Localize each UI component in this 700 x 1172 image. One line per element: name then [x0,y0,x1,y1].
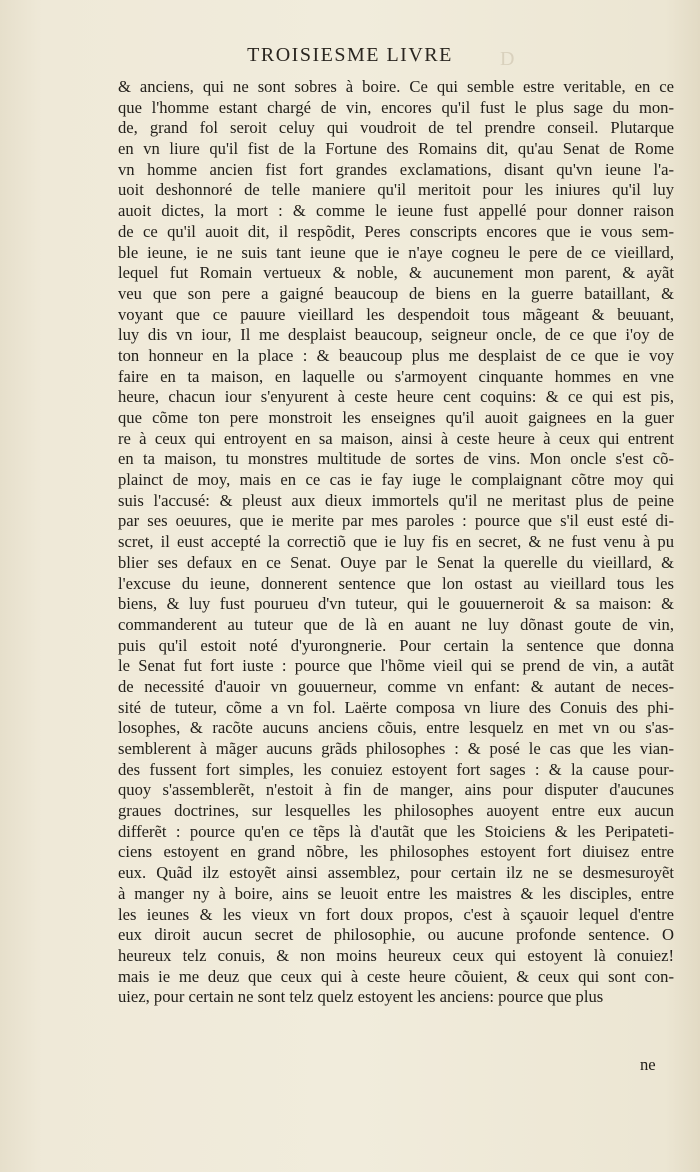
text-line: differẽt : pource qu'en ce tẽps là d'autãt que les Stoiciens & les Peripateti- [118,821,674,841]
text-line: eux diroit aucun secret de philosophie, ou aucune profonde sentence. O [118,925,674,945]
text-line: le Senat fut fort iuste : pource que l'hõme vieil qui se prend de vin, a autãt [118,656,674,676]
text-line: suis l'accusé: & pleust aux dieux immortels qu'il ne meritast plus de peine [118,490,674,510]
text-line: à manger ny à boire, ains se leuoit entre les maistres & les disciples, entre [118,883,674,903]
text-line: ton honneur en la place : & beaucoup plus me desplaist de ce que ie voy [118,345,674,365]
text-line: heureux telz conuis, & non moins heureux ceux qui estoyent là conuiez! [118,945,674,965]
running-head: TROISIESME LIVRE [247,44,453,66]
text-line: voyant que ce pauure vieillard les despendoit tous mãgeant & beuuant, [118,304,674,324]
text-line: par ses oeuures, que ie merite par mes paroles : pource que s'il eust esté di- [118,511,674,531]
text-line: uiez, pour certain ne sont telz quelz estoyent les anciens: pource que plus [118,987,604,1007]
text-line: re à ceux qui entroyent en sa maison, ainsi à ceste heure à ceux qui entrent [118,428,674,448]
text-line: blier ses defaux en ce Senat. Ouye par le Senat la querelle du vieillard, & [118,552,674,572]
text-line: de necessité d'auoir vn gouuerneur, comme vn enfant: & autant de neces- [118,676,674,696]
text-line: graues doctrines, sur lesquelles les philosophes auoyent entre eux aucun [118,801,674,821]
catchword: ne [640,1055,656,1074]
text-line: mais ie me deuz que ceux qui à ceste heure cõuient, & ceux qui sont con- [118,966,674,986]
text-line: & anciens, qui ne sont sobres à boire. Ce qui semble estre veritable, en ce [118,77,674,96]
text-line: ciens estoyent en grand nõbre, les philosophes estoyent fort diuisez entre [118,842,674,862]
text-line: quoy s'assemblerẽt, n'estoit à fin de manger, ains pour disputer d'aucunes [118,780,674,800]
text-line: lequel fut Romain vertueux & noble, & aucunement mon parent, & ayãt [118,263,674,283]
text-line: l'excuse du ieune, donnerent sentence que lon ostast au vieillard tous les [118,573,674,593]
text-line: que cõme ton pere monstroit les enseignes qu'il auoit gaignees en la guer [118,408,674,427]
text-line: de, grand fol seroit celuy qui voudroit de tel prendre conseil. Plutarque [118,118,674,138]
text-line: en ta maison, tu monstres multitude de sortes de vins. Mon oncle s'est cõ- [118,449,674,469]
text-line: puis qu'il estoit noté d'yurongnerie. Pour certain la sentence que donna [118,635,674,655]
text-line: veu que son pere a gaigné beaucoup de biens en la guerre bataillant, & [118,283,674,303]
text-line: de ce qu'il auoit dit, il respõdit, Peres conscripts encores que ie vous sem- [118,221,674,241]
text-line: uoit deshonnoré de telle maniere qu'il meritoit pour les iniures qu'il luy [118,180,674,200]
text-line: vn homme ancien fist fort grandes exclamations, disant qu'vn ieune l'a- [118,159,674,179]
text-line: biens, & luy fust pourueu d'vn tuteur, qui le gouuerneroit & sa maison: & [118,594,674,614]
text-line: scret, il eust accepté la correctiõ que ie luy fis en secret, & ne fust venu à pu [118,532,674,552]
body-text [118,77,674,1008]
text-line: sité de tuteur, cõme a vn fol. Laërte composa vn liure des Conuis des phi- [118,697,674,717]
text-line: eux. Quãd ilz estoyẽt ainsi assemblez, pour certain ilz ne se desmesuroyẽt [118,863,674,883]
show-through-text: D [500,48,517,70]
text-line: faire en ta maison, en laquelle ou s'armoyent cinquante hommes en vne [118,366,674,386]
text-line: ble ieune, ie ne suis tant ieune que ie n'aye cogneu le pere de ce vieillard, [118,242,674,262]
text-line: auoit dictes, la mort : & comme le ieune fust appellé pour donner raison [118,201,674,221]
text-line: plainct de moy, mais en ce cas ie fay iuge le complaignant cõtre moy qui [118,470,674,490]
text-line: que l'homme estant chargé de vin, encores qu'il fust le plus sage du mon- [118,97,674,117]
text-line: des fussent fort simples, les conuiez estoyent fort sages : & la cause pour- [118,759,674,779]
text-line: semblerent à mãger aucuns grãds philosophes : & posé le cas que les vian- [118,739,674,758]
text-line: commanderent au tuteur que de là en auant ne luy dõnast goute de vin, [118,614,674,634]
text-line: losophes, & racõte aucuns anciens cõuis, entre lesquelz en met vn ou s'as- [118,718,674,738]
text-line: heure, chacun iour s'enyurent à ceste heure cent coquins: & ce qui est pis, [118,387,674,407]
text-line: en vn liure qu'il fist de la Fortune des Romains dit, qu'au Senat de Rome [118,139,674,159]
text-line: les ieunes & les vieux vn fort doux propos, c'est à sçauoir lequel d'entre [118,904,674,924]
text-line: luy dis vn iour, Il me desplaist beaucoup, seigneur oncle, de ce que i'oy de [118,325,674,345]
